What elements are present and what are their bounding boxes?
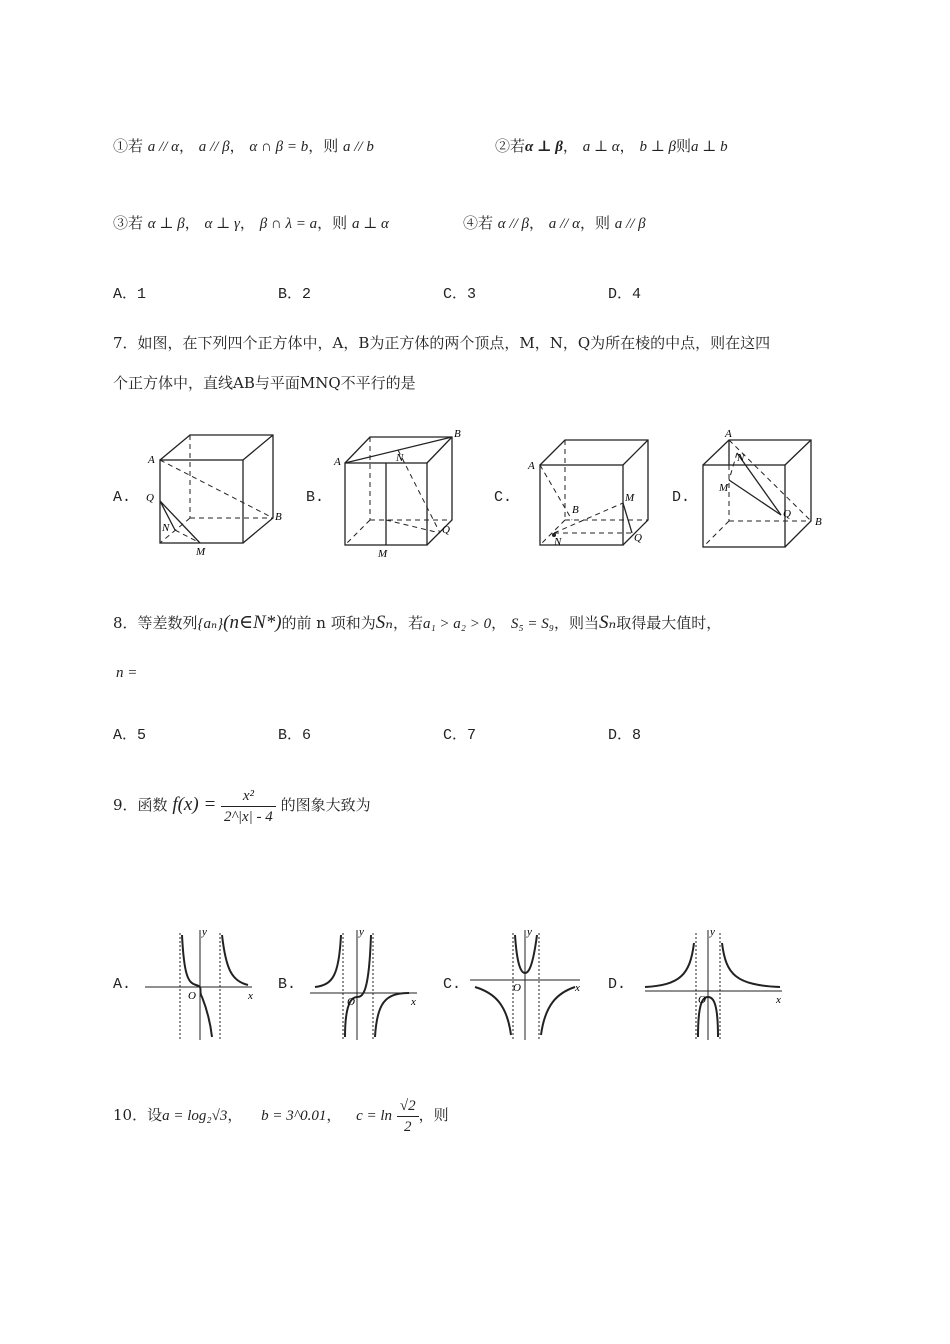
p3-cond-1: α ⊥ β: [147, 216, 185, 232]
cube-figure-b: [330, 425, 470, 560]
cube-a-point-m: M: [196, 546, 206, 558]
q9-label-c[interactable]: C.: [443, 976, 462, 993]
q6-option-a[interactable]: A．1: [113, 286, 147, 303]
cube-b-point-m: M: [378, 548, 388, 560]
graph-a: [140, 925, 260, 1045]
cube-b-point-q: Q: [442, 524, 450, 536]
p3-cond-3: β ∩ λ = a: [259, 216, 318, 232]
q6-option-c[interactable]: C．3: [443, 286, 477, 303]
q8-inequality: a₁ > a₂ > 0: [422, 616, 492, 632]
cube-b-point-n: N: [396, 452, 404, 464]
p2-cond-1: α ⊥ β: [525, 139, 563, 155]
cube-d-point-m: M: [719, 482, 729, 494]
cube-d-point-a: A: [725, 428, 732, 440]
q8-n-equals: n =: [116, 665, 138, 681]
cube-d-point-b: B: [815, 516, 822, 528]
svg-text:O: O: [513, 982, 521, 994]
cube-a-point-q: Q: [146, 492, 154, 504]
graph-c: [465, 925, 590, 1045]
q8-condition: (n∈N*): [223, 612, 282, 633]
p4-conclusion: a // β: [614, 216, 646, 232]
q9-fraction: $\frac{\text{x²}}{2\^{}|x| - 4}$: [221, 786, 276, 827]
q10-fraction: $\frac{√2}{2}$: [397, 1096, 419, 1137]
cube-c-point-n: N: [554, 536, 562, 548]
p2-cond-2: a ⊥ α: [582, 139, 620, 155]
q8-option-a[interactable]: A．5: [113, 727, 147, 744]
p3-conclusion: a ⊥ α: [351, 216, 389, 232]
cube-a-point-b: B: [275, 511, 282, 523]
cube-d-point-n: N: [737, 452, 745, 464]
proposition-1: ①若 a // α， a // β， α ∩ β = b，则 a // b: [113, 137, 374, 155]
cube-c-point-b: B: [572, 504, 579, 516]
svg-text:x: x: [575, 982, 580, 994]
q9-label-d[interactable]: D.: [608, 976, 627, 993]
cube-a-point-a: A: [148, 454, 155, 466]
cube-figure-a: [140, 425, 300, 560]
cube-figure-c: [520, 425, 660, 560]
svg-text:x: x: [411, 996, 416, 1008]
cube-a-point-n: N: [162, 522, 170, 534]
p2-conclusion: a ⊥ b: [691, 139, 728, 155]
cube-c-point-q: Q: [634, 532, 642, 544]
q8-option-b[interactable]: B．6: [278, 727, 312, 744]
p3-cond-2: α ⊥ γ: [204, 216, 240, 232]
q7-label-c[interactable]: C.: [494, 489, 513, 506]
q6-option-d[interactable]: D．4: [608, 286, 642, 303]
q8-sequence: {aₙ}: [197, 616, 224, 632]
p1-cond-2: a // β: [198, 139, 230, 155]
p2-cond-3: b ⊥ β: [639, 139, 677, 155]
proposition-4: ④若 α // β， a // α，则 a // β: [463, 214, 646, 232]
p1-conclusion: a // b: [343, 139, 374, 155]
svg-text:y: y: [359, 926, 364, 938]
q6-option-b[interactable]: B．2: [278, 286, 312, 303]
svg-text:y: y: [527, 926, 532, 938]
q7-label-a[interactable]: A.: [113, 489, 132, 506]
cube-b-point-b: B: [454, 428, 461, 440]
svg-text:O: O: [347, 996, 355, 1008]
q10-text: 10．设a = log₂√3， b = 3^0.01， c = ln $\frac{√2}{2}$ ，则: [113, 1097, 449, 1135]
graph-d: [640, 925, 790, 1045]
q10-b-def: b = 3^0.01: [261, 1108, 327, 1124]
q8-equation: S₅ = S₉: [510, 616, 554, 632]
q8-text: 8．等差数列{aₙ}(n∈N*)的前 n 项和为Sₙ，若a₁ > a₂ > 0， S₅ = S₉，则当Sₙ取得最大值时，: [113, 612, 722, 633]
q10-a-def: a = log₂√3: [162, 1108, 228, 1124]
proposition-2: ②若α ⊥ β， a ⊥ α， b ⊥ β则a ⊥ b: [495, 137, 728, 155]
svg-text:y: y: [202, 926, 207, 938]
p4-cond-2: a // α: [548, 216, 580, 232]
q9-text: 9．函数 f(x) = $\frac{\text{x²}}{2\^{}|x| - 4}$ 的图象大致为: [113, 787, 371, 825]
graph-b: [305, 925, 425, 1045]
proposition-3: ③若 α ⊥ β， α ⊥ γ， β ∩ λ = a，则 a ⊥ α: [113, 214, 389, 232]
svg-text:x: x: [776, 994, 781, 1006]
q7-label-d[interactable]: D.: [672, 489, 691, 506]
svg-text:O: O: [698, 994, 706, 1006]
cube-c-point-a: A: [528, 460, 535, 472]
svg-text:y: y: [710, 926, 715, 938]
cube-c-point-m: M: [625, 492, 635, 504]
q8-option-c[interactable]: C．7: [443, 727, 477, 744]
q7-text-line1: 7．如图，在下列四个正方体中，A，B为正方体的两个顶点，M，N，Q为所在棱的中点，则在这四: [113, 334, 771, 352]
q9-label-b[interactable]: B.: [278, 976, 297, 993]
q8-option-d[interactable]: D．8: [608, 727, 642, 744]
q9-label-a[interactable]: A.: [113, 976, 132, 993]
cube-figure-d: [695, 425, 835, 560]
q7-label-b[interactable]: B.: [306, 489, 325, 506]
q7-text-line2: 个正方体中，直线AB与平面MNQ不平行的是: [113, 374, 416, 392]
p1-cond-3: α ∩ β = b: [249, 139, 309, 155]
cube-d-point-q: Q: [783, 508, 791, 520]
svg-text:x: x: [248, 990, 253, 1002]
q10-c-def: c = ln: [356, 1108, 393, 1124]
q9-function: f(x) =: [172, 794, 217, 815]
cube-b-point-a: A: [334, 456, 341, 468]
p4-cond-1: α // β: [497, 216, 529, 232]
svg-text:O: O: [188, 990, 196, 1002]
p1-cond-1: a // α: [147, 139, 180, 155]
